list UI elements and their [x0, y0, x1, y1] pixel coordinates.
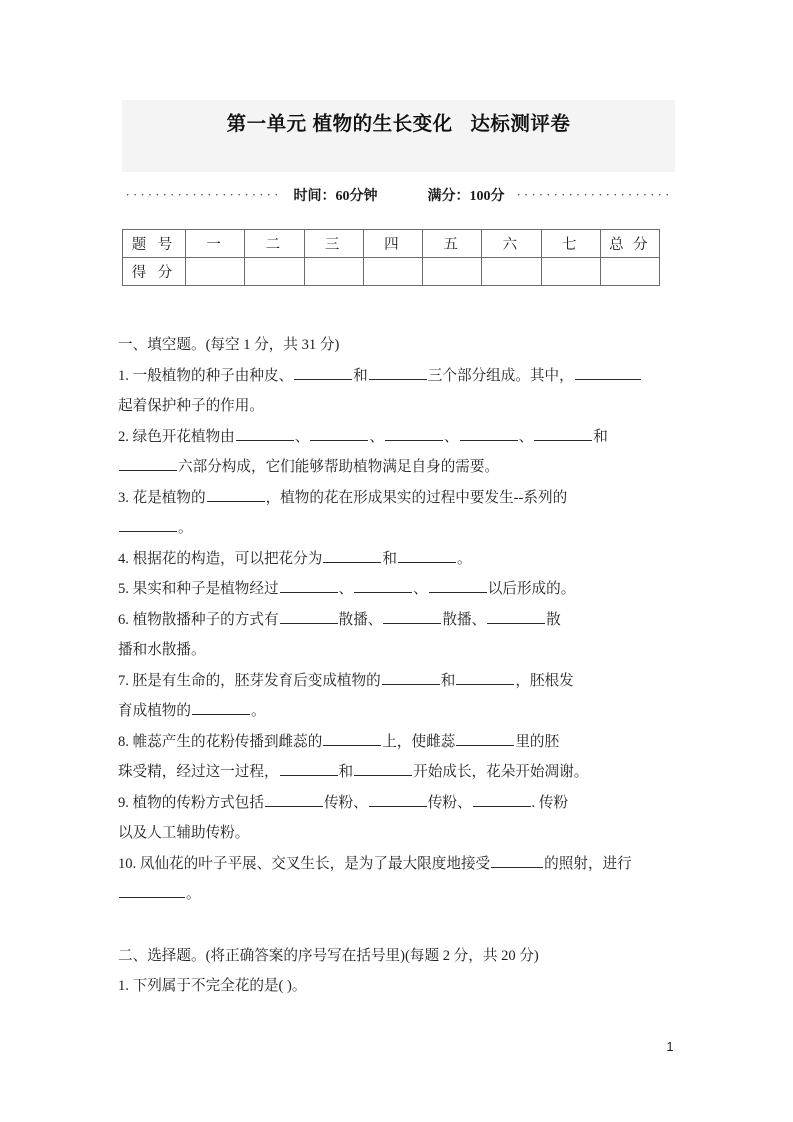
- question-4-text-a: 4. 根据花的构造，可以把花分为: [118, 550, 323, 567]
- table-row-question-numbers: [123, 230, 660, 258]
- question-5-text-c: 、: [413, 581, 428, 597]
- question-1-text-b: 和: [353, 367, 368, 384]
- column-header-1: 一: [186, 230, 245, 258]
- question-8-line-2-text-b: 和: [338, 764, 354, 780]
- question-9-line-2: 以及人工辅助传粉。: [118, 825, 250, 841]
- column-header-6: 六: [482, 230, 541, 258]
- question-6-text-d: 散: [546, 611, 561, 628]
- question-3: [118, 483, 680, 544]
- column-header-5: 五: [423, 230, 482, 258]
- score-cell-5[interactable]: [423, 258, 482, 286]
- question-9-text-c: 传粉、: [427, 794, 472, 811]
- page-number: 1: [666, 1040, 674, 1054]
- exam-total-score: 满分：100分: [427, 189, 505, 204]
- question-2-text-e: 、: [518, 428, 534, 445]
- section-heading-fill-in-blank: 一、填空题。(每空 1 分，共 31 分): [118, 337, 340, 353]
- question-4-text-b: 和: [382, 550, 397, 567]
- question-2-text-b: 、: [294, 428, 310, 445]
- answer-blank[interactable]: [369, 791, 427, 807]
- dotted-rule-left: ·····················: [125, 188, 282, 202]
- section-heading-multiple-choice: 二、选择题。(将正确答案的序号写在括号里)(每题 2 分，共 20 分): [118, 947, 539, 964]
- question-5-text-b: 、: [338, 581, 354, 597]
- answer-blank[interactable]: [369, 364, 427, 380]
- answer-blank[interactable]: [487, 608, 545, 624]
- answer-blank[interactable]: [294, 364, 352, 380]
- question-1: [118, 361, 680, 422]
- answer-blank[interactable]: [385, 425, 443, 441]
- choice-question-1-text: 1. 下列属于不完全花的是( )。: [118, 978, 307, 994]
- question-8: [118, 727, 680, 788]
- score-table: [122, 229, 660, 286]
- question-3-line-2: [118, 513, 680, 544]
- question-1-text-a: 1. 一般植物的种子由种皮、: [118, 367, 294, 384]
- score-cell-2[interactable]: [245, 258, 304, 286]
- question-2-line-2-text: 六部分构成，它们能够帮助植物满足自身的需要。: [178, 459, 500, 475]
- question-2-text-a: 2. 绿色开花植物由: [118, 428, 235, 445]
- question-5-text-a: 5. 果实和种子是植物经过: [118, 581, 279, 597]
- answer-blank[interactable]: [192, 699, 250, 715]
- question-5-text-d: 以后形成的。: [487, 581, 576, 597]
- answer-blank[interactable]: [460, 425, 518, 441]
- answer-blank[interactable]: [354, 577, 412, 593]
- score-cell-6[interactable]: [482, 258, 541, 286]
- question-2-text-c: 、: [369, 428, 384, 445]
- question-6-line-2: 播和水散播。: [118, 642, 206, 658]
- answer-blank[interactable]: [382, 669, 440, 685]
- answer-blank[interactable]: [473, 791, 531, 807]
- question-7-text-c: ，胚根发: [515, 672, 574, 689]
- score-cell-7[interactable]: [541, 258, 600, 286]
- question-9-text-b: 传粉、: [323, 794, 368, 811]
- exam-meta-row: [118, 185, 680, 205]
- score-cell-1[interactable]: [186, 258, 245, 286]
- question-7-text-a: 7. 胚是有生命的，胚芽发育后变成植物的: [118, 672, 381, 689]
- score-cell-3[interactable]: [304, 258, 363, 286]
- question-4: [118, 544, 680, 575]
- question-2: [118, 422, 680, 483]
- answer-blank[interactable]: [575, 364, 641, 380]
- answer-blank[interactable]: [491, 852, 543, 868]
- column-header-total: 总 分: [600, 230, 659, 258]
- question-4-text-c: 。: [456, 550, 472, 567]
- answer-blank[interactable]: [383, 608, 441, 624]
- answer-blank[interactable]: [354, 760, 412, 776]
- question-8-text-a: 8. 帷蕊产生的花粉传播到雌蕊的: [118, 733, 323, 750]
- exam-duration: 时间：60分钟: [293, 189, 378, 204]
- question-2-text-d: 、: [443, 428, 459, 445]
- answer-blank[interactable]: [280, 608, 338, 624]
- row-label-score: 得 分: [123, 258, 186, 286]
- question-8-line-2: [118, 757, 680, 788]
- question-8-line-2-text-a: 珠受精，经过这一过程，: [118, 764, 279, 780]
- answer-blank[interactable]: [534, 425, 592, 441]
- answer-blank[interactable]: [265, 791, 323, 807]
- answer-blank[interactable]: [207, 486, 265, 502]
- table-row-scores: [123, 258, 660, 286]
- question-7-line-2-text-b: 。: [250, 703, 266, 719]
- question-6-text-a: 6. 植物散播种子的方式有: [118, 611, 279, 628]
- question-3-text-a: 3. 花是植物的: [118, 489, 206, 506]
- question-8-line-2-text-c: 开始成长，花朵开始凋谢。: [413, 764, 589, 780]
- answer-blank[interactable]: [456, 669, 514, 685]
- question-1-line-2: 起着保护种子的作用。: [118, 398, 264, 414]
- question-1-text-c: 三个部分组成。其中，: [427, 367, 574, 384]
- answer-blank[interactable]: [398, 547, 456, 563]
- question-3-line-2-text: 。: [178, 520, 193, 536]
- column-header-7: 七: [541, 230, 600, 258]
- answer-blank[interactable]: [119, 455, 177, 471]
- question-7-line-2-text-a: 育成植物的: [118, 703, 191, 719]
- question-7-line-2: [118, 696, 680, 727]
- score-cell-total[interactable]: [600, 258, 659, 286]
- question-8-text-c: 里的胚: [515, 733, 560, 750]
- column-header-3: 三: [304, 230, 363, 258]
- question-8-text-b: 上，使雌蕊: [382, 733, 456, 750]
- answer-blank[interactable]: [310, 425, 368, 441]
- question-10: [118, 849, 680, 910]
- page-title: 第一单元 植物的生长变化 达标测评卷: [226, 113, 571, 135]
- answer-blank[interactable]: [280, 577, 338, 593]
- question-10-line-2: [118, 879, 680, 910]
- answer-blank[interactable]: [323, 547, 381, 563]
- answer-blank[interactable]: [119, 882, 185, 898]
- question-6-text-c: 散播、: [442, 611, 487, 628]
- question-10-line-2-text: 。: [186, 886, 201, 902]
- answer-blank[interactable]: [429, 577, 487, 593]
- answer-blank[interactable]: [280, 760, 338, 776]
- question-10-text-a: 10. 凤仙花的叶子平展、交叉生长，是为了最大限度地接受: [118, 855, 491, 872]
- question-6-text-b: 散播、: [338, 611, 383, 628]
- question-3-text-b: ，植物的花在形成果实的过程中要发生--系列的: [265, 489, 568, 506]
- question-2-text-f: 和: [593, 428, 608, 445]
- question-5: [118, 574, 680, 605]
- column-header-2: 二: [245, 230, 304, 258]
- question-9: [118, 788, 680, 849]
- question-2-line-2: [118, 452, 680, 483]
- question-10-text-b: 的照射，进行: [544, 855, 632, 872]
- question-7: [118, 666, 680, 727]
- question-9-text-d: . 传粉: [531, 794, 569, 811]
- answer-blank[interactable]: [323, 730, 381, 746]
- question-7-text-b: 和: [440, 672, 456, 689]
- answer-blank[interactable]: [456, 730, 514, 746]
- question-6: [118, 605, 680, 666]
- section-spacer: [118, 910, 680, 941]
- row-label-question-number: 题 号: [123, 230, 186, 258]
- exam-body: [118, 330, 680, 1002]
- answer-blank[interactable]: [236, 425, 294, 441]
- column-header-4: 四: [363, 230, 422, 258]
- dotted-rule-right: ·····················: [516, 188, 673, 202]
- answer-blank[interactable]: [119, 516, 177, 532]
- score-cell-4[interactable]: [363, 258, 422, 286]
- choice-question-1: [118, 971, 680, 1002]
- question-9-text-a: 9. 植物的传粉方式包括: [118, 794, 264, 811]
